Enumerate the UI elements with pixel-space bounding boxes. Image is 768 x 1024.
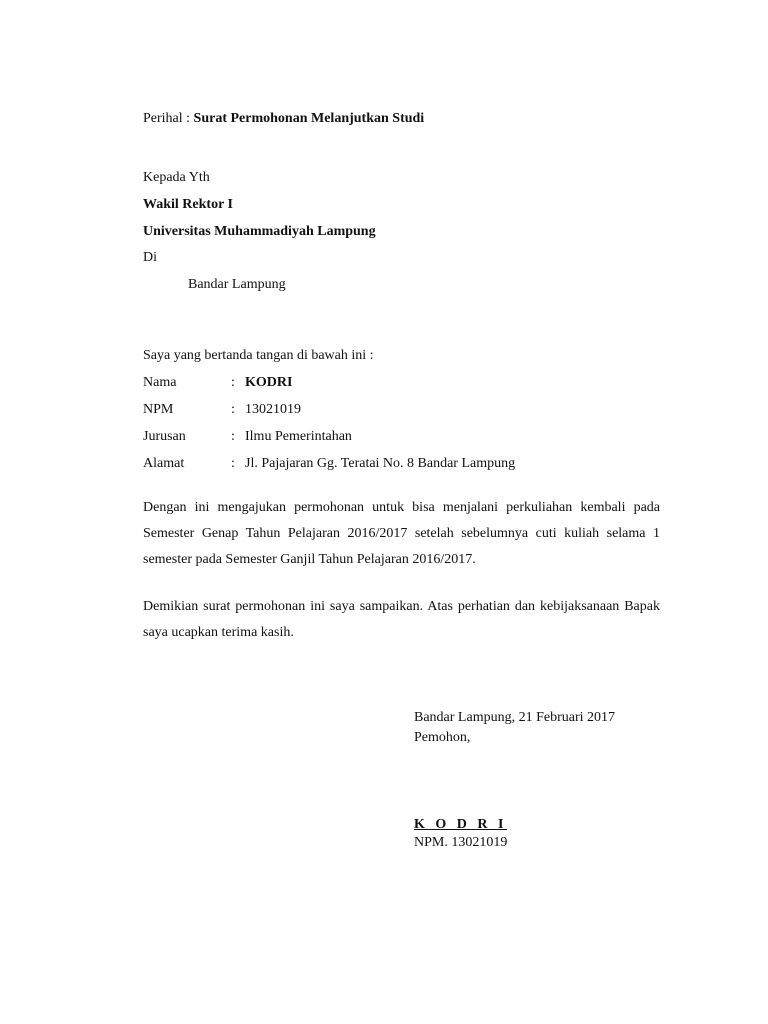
recipient-greeting: Kepada Yth	[143, 170, 210, 185]
body-paragraph-1: Dengan ini mengajukan permohonan untuk bisa menjalani perkuliahan kembali pada Semester Genap Tahun Pelajaran 2016/2017 setelah sebelumnya cuti kuliah selama 1 semester pada Semester Ganjil Tahun Pelajaran 2016/2017.	[143, 500, 660, 567]
recipient-city: Bandar Lampung	[188, 277, 286, 292]
body-paragraph-2: Demikian surat permohonan ini saya sampaikan. Atas perhatian dan kebijaksanaan Bapak saya ucapkan terima kasih.	[143, 599, 660, 640]
signature-role: Pemohon,	[414, 730, 471, 745]
field-label: Jurusan	[143, 429, 186, 444]
field-label: Nama	[143, 375, 177, 390]
recipient-at: Di	[143, 250, 157, 265]
field-colon: :	[231, 375, 235, 390]
field-value: Jl. Pajajaran Gg. Teratai No. 8 Bandar Lampung	[245, 456, 516, 471]
subject-value: Surat Permohonan Melanjutkan Studi	[193, 111, 425, 126]
field-value: 13021019	[245, 402, 301, 417]
intro-text: Saya yang bertanda tangan di bawah ini :	[143, 348, 374, 363]
signature-name: K O D R I	[414, 817, 507, 832]
recipient-title: Wakil Rektor I	[143, 197, 233, 212]
field-colon: :	[231, 402, 235, 417]
field-colon: :	[231, 456, 235, 471]
signature-npm: NPM. 13021019	[414, 835, 508, 850]
subject-line	[143, 111, 424, 127]
recipient-institution: Universitas Muhammadiyah Lampung	[143, 224, 376, 239]
field-label: NPM	[143, 402, 174, 417]
field-value: Ilmu Pemerintahan	[245, 429, 352, 444]
field-colon: :	[231, 429, 235, 444]
field-value: KODRI	[245, 375, 293, 390]
signature-place-date: Bandar Lampung, 21 Februari 2017	[414, 710, 616, 725]
subject-label: Perihal :	[143, 111, 191, 126]
field-label: Alamat	[143, 456, 185, 471]
